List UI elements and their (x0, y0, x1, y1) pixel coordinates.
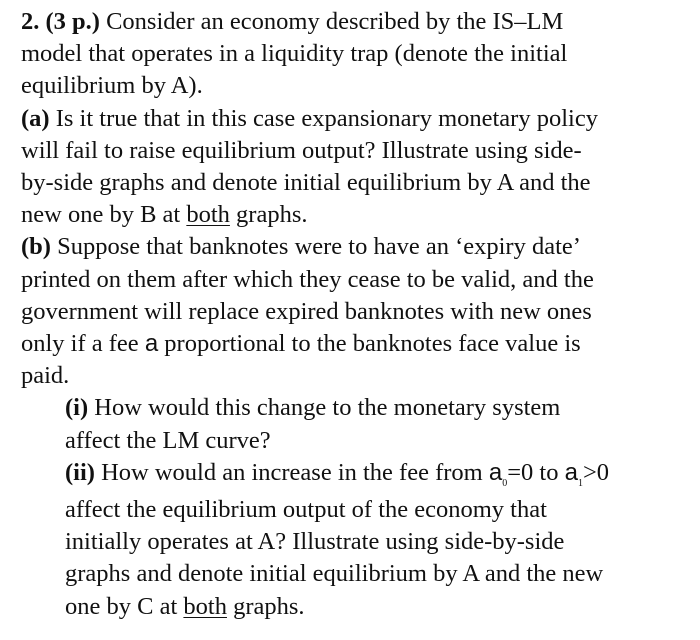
fee-symbol-a0: a (488, 458, 503, 486)
underlined-both-2: both (183, 592, 227, 620)
part-b-line-3: government will replace expired banknotes with new ones (21, 297, 592, 325)
fee-symbol-a1: a (564, 458, 578, 486)
part-b-line-4: only if a fee a proportional to the banknotes face value is (21, 330, 581, 358)
sub-ii-line-3: initially operates at A? Illustrate using side-by-side (65, 528, 565, 556)
subscript-0: 0 (502, 477, 508, 489)
question-header-line (21, 6, 690, 38)
sub-i-line-2: affect the LM curve? (65, 426, 271, 454)
question-points: (3 p.) (45, 8, 100, 35)
part-b-line-1: (b) Suppose that banknotes were to have an ‘expiry date’ (21, 233, 581, 261)
subscript-1: 1 (577, 477, 583, 489)
part-a-line-2: will fail to raise equilibrium output? Illustrate using side- (21, 136, 582, 164)
sub-ii-line-1: (ii) How would an increase in the fee from $a_0=0$ to $a_1>0$ (65, 458, 610, 489)
fee-symbol: a (144, 330, 159, 358)
part-a-line-1: (a) Is it true that in this case expansionary monetary policy (21, 104, 598, 132)
part-b-line-2: printed on them after which they cease to be valid, and the (21, 265, 594, 293)
part-b-label: (b) (21, 233, 51, 261)
intro-line-3: equilibrium by A). (21, 72, 203, 100)
sub-ii-line-2: affect the equilibrium output of the economy that (65, 496, 547, 524)
part-b-line-5: paid. (21, 362, 70, 390)
intro-line-2: model that operates in a liquidity trap (denote the initial (21, 40, 568, 68)
sub-ii-line-5: one by C at both graphs. (65, 592, 305, 620)
intro-line-1: Consider an economy described by the IS–LM (106, 8, 564, 35)
sub-ii-line-4: graphs and denote initial equilibrium by A and the new (65, 560, 604, 588)
sub-i-label: (i) (65, 394, 89, 422)
part-a-line-4: new one by B at both graphs. (21, 201, 308, 229)
part-a-label: (a) (21, 104, 50, 132)
underlined-both: both (186, 201, 230, 229)
question-number: 2. (21, 8, 40, 35)
sub-i-line-1: (i) How would this change to the monetary system (65, 394, 561, 422)
sub-ii-label: (ii) (65, 458, 95, 486)
part-a-line-3: by-side graphs and denote initial equilibrium by A and the (21, 169, 591, 197)
